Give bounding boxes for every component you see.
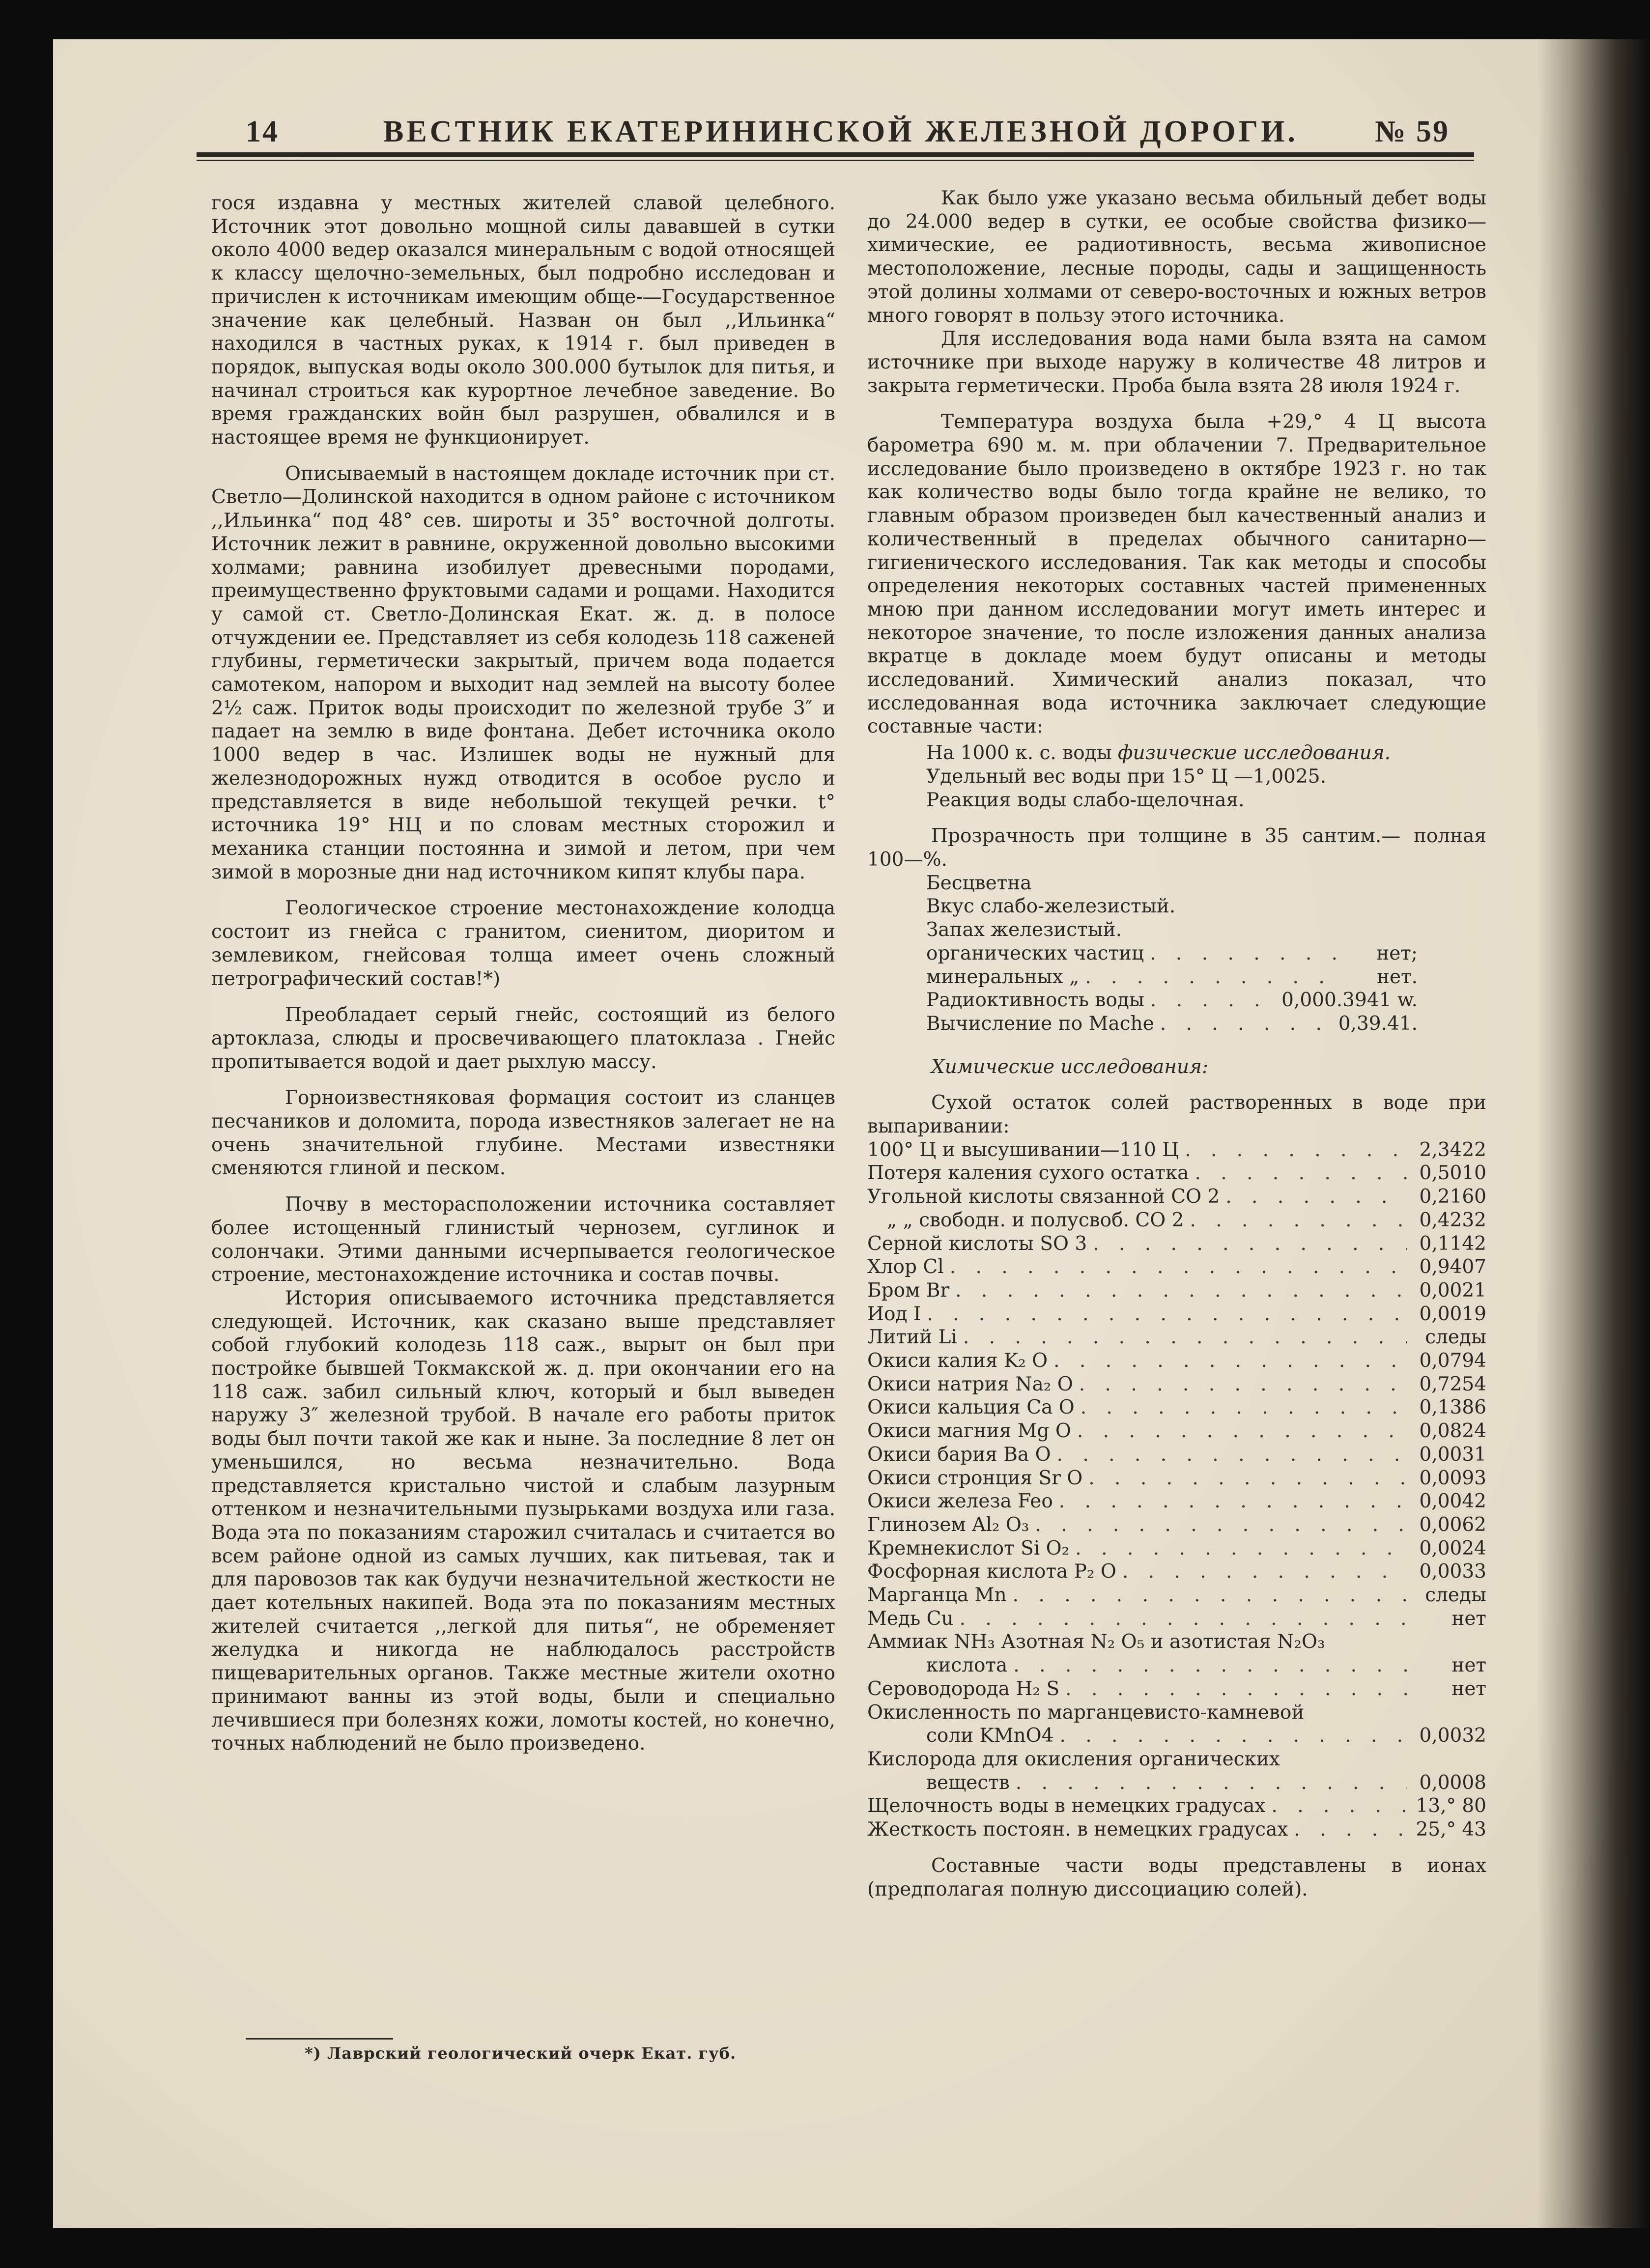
row-value: нет — [1451, 1607, 1486, 1630]
row-label: Марганца Mn — [867, 1584, 1007, 1607]
dry-residue-intro: Сухой остаток солей растворенных в воде при выпаривании: — [867, 1092, 1486, 1138]
table-row — [926, 989, 1418, 1012]
table-row — [867, 1396, 1486, 1419]
table-row — [867, 1560, 1486, 1584]
table-row — [867, 1818, 1486, 1842]
row-label-cont: кислота — [926, 1654, 1008, 1677]
row-value: 0,4232 — [1419, 1209, 1486, 1231]
row-label: минеральных „ — [926, 965, 1080, 988]
row-label: Кремнекислот Si O₂ — [867, 1537, 1070, 1559]
row-label: Окиси натрия Na₂ O — [867, 1373, 1073, 1395]
table-row — [867, 1490, 1486, 1513]
row-label: Потеря каления сухого остатка — [867, 1162, 1189, 1185]
physical-property: Бесцветна — [926, 872, 1032, 894]
row-value: нет; — [1376, 942, 1418, 964]
table-row — [867, 1794, 1486, 1818]
row-value: 0,0062 — [1419, 1513, 1486, 1536]
row-label-cont: соли KMnO4 — [926, 1725, 1054, 1747]
row-label: Окиси кальция Ca O — [867, 1396, 1075, 1419]
table-row — [867, 1209, 1486, 1232]
table-row — [867, 1326, 1486, 1349]
paragraph: Геологическое строение местонахождение колодца состоит из гнейса с гранитом, сиенитом, диоритом и землевиком, гнейсовая толща имеет очень сложный петрографический состав!*) — [211, 897, 835, 990]
row-label: Жесткость постоян. в немецких градусах — [867, 1818, 1288, 1841]
journal-title: ВЕСТНИК ЕКАТЕРИНИНСКОЙ ЖЕЛЕЗНОЙ ДОРОГИ. — [383, 115, 1298, 148]
paragraph: Температура воздуха была +29,° 4 Ц высота барометра 690 м. м. при облачении 7. Предварительное исследование было произведено в октябре 1923 г. но так как количество воды было тогда крайне не велико, то главным образом произведен был качественный анализ и количественный в пределах обычного санитарно—гигиенического исследования. Так как методы и способы определения некоторых составных частей примененных мною при данном исследовании могут иметь интерес и некоторое значение, то после изложения данных анализа вкратце в докладе моем будут описаны и методы исследований. Химический анализ показал, что исследованная вода источника заключает следующие составные части: — [867, 411, 1486, 738]
issue-number: № 59 — [1375, 115, 1450, 148]
physical-intro: На 1000 к. с. воды — [926, 742, 1112, 765]
row-value: следы — [1425, 1584, 1486, 1607]
row-label: Окиси стронция Sr O — [867, 1467, 1083, 1489]
row-value: 0,0008 — [1419, 1771, 1486, 1794]
footnote: *) Лаврский геологический очерк Екат. губ. — [305, 2044, 737, 2063]
book-spine-shadow — [1537, 39, 1650, 2228]
table-row — [867, 1677, 1486, 1701]
header-rule-thick — [197, 152, 1474, 157]
paragraph: Как было уже указано весьма обильный дебет воды до 24.000 ведер в сутки, ее особые свойства физико—химические, ее радиотивность, весьма живописное местоположение, лесные породы, сады и защищенность этой долины холмами от северо-восточных и южных ветров много говорят в пользу этого источника. — [867, 187, 1486, 327]
row-label: 100° Ц и высушивании—110 Ц — [867, 1138, 1179, 1161]
row-value: 0,0032 — [1419, 1725, 1486, 1747]
row-value: нет — [1451, 1677, 1486, 1700]
table-row — [867, 1701, 1486, 1748]
row-value: 0,0024 — [1419, 1537, 1486, 1559]
physical-line: Удельный вес воды при 15° Ц —1,0025. — [926, 765, 1327, 788]
table-row — [867, 1443, 1486, 1467]
table-row — [867, 1232, 1486, 1256]
paragraph: Горноизвестняковая формация состоит из сланцев песчаников и доломита, порода известняков залегает не на очень значительной глубине. Местами известняки сменяются глиной и песком. — [211, 1087, 835, 1180]
row-value: 0,0033 — [1419, 1560, 1486, 1583]
page-number: 14 — [246, 115, 279, 148]
row-label: Литий Li — [867, 1326, 957, 1349]
row-value: нет. — [1376, 965, 1418, 988]
row-label: Хлор Cl — [867, 1256, 944, 1278]
table-row — [867, 1607, 1486, 1631]
row-value: 0,000.3941 w. — [1281, 989, 1418, 1012]
physical-property: Вкус слабо-железистый. — [926, 895, 1176, 918]
paragraph: Для исследования вода нами была взята на самом источнике при выходе наружу в количестве 48 литров и закрыта герметически. Проба была взята 28 июля 1924 г. — [867, 328, 1486, 397]
row-value: следы — [1425, 1326, 1486, 1349]
row-label: Окиси магния Mg O — [867, 1420, 1071, 1443]
running-header — [187, 81, 1479, 155]
row-label: Окиси железа Feo — [867, 1490, 1053, 1513]
row-label: Окисленность по марганцевисто-камневой — [867, 1701, 1305, 1724]
row-value: 0,2160 — [1419, 1186, 1486, 1208]
table-row — [867, 1255, 1486, 1279]
footnote-rule — [246, 2038, 393, 2040]
row-label: Медь Cu — [867, 1607, 954, 1630]
row-label: „ „ свободн. и полусвоб. CO 2 — [887, 1209, 1184, 1231]
row-label: Окиси калия K₂ O — [867, 1350, 1048, 1372]
table-row — [867, 1467, 1486, 1490]
table-row — [867, 1630, 1486, 1677]
row-value: 0,1386 — [1419, 1396, 1486, 1419]
row-label: Глинозем Al₂ O₃ — [867, 1513, 1029, 1536]
transparency-line: Прозрачность при толщине в 35 сантим.— полная 100—%. — [867, 825, 1486, 871]
physical-intro-line — [926, 741, 1486, 765]
physical-property: Запах железистый. — [926, 919, 1122, 941]
row-value: 0,0019 — [1419, 1303, 1486, 1325]
row-label: Фосфорная кислота P₂ O — [867, 1560, 1116, 1583]
row-label: Аммиак NH₃ Азотная N₂ O₅ и азотистая N₂O₃ — [867, 1631, 1325, 1653]
table-row — [867, 1138, 1486, 1162]
row-label: Щелочность воды в немецких градусах — [867, 1795, 1266, 1817]
closing-paragraph: Составные части воды представлены в ионах (предполагая полную диссоциацию солей). — [867, 1854, 1486, 1900]
table-row — [867, 1279, 1486, 1303]
chemical-table — [867, 1138, 1486, 1842]
paragraph: История описываемого источника представляется следующей. Источник, как сказано выше представляет собой глубокий колодезь 118 саж., вырыт он был при постройке бывшей Токмакской ж. д. при окончании его на 118 саж. забил сильный ключ, который и был выведен наружу 3″ железной трубой. В начале его работы приток воды был почти такой же как и ныне. За последние 8 лет он уменьшился, но весьма незначительно. Вода представляется кристально чистой и слабым лазурным оттенком и незначительными пузырьками воздуха или газа. Вода эта по показаниям старожил считалась и считается во всем районе одной из самых лучших, как питьевая, так и для паровозов так как будучи незначительной жесткости не дает котельных накипей. Вода эта по показаниям местных жителей считается ,,легкой для питья“, не обременяет желудка и никогда не наблюдалось расстройств пищеварительных органов. Также местные жители охотно принимают ванны из этой воды, были и специально лечившиеся при болезнях кожи, ломоты костей, но конечно, точных наблюдений не было произведено. — [211, 1287, 835, 1755]
row-label: Вычисление по Mache — [926, 1012, 1154, 1035]
paragraph: Почву в месторасположении источника составляет более истощенный глинистый чернозем, суглинок и солончаки. Этими данными исчерпывается геологическое строение, местонахождение источника и состав почвы. — [211, 1193, 835, 1286]
row-value: 0,0021 — [1419, 1279, 1486, 1302]
table-row — [926, 965, 1418, 989]
row-label: Кислорода для окисления органических — [867, 1748, 1280, 1770]
paragraph: Преобладает серый гнейс, состоящий из белого артоклаза, слюды и просвечивающего платоклаза . Гнейс пропитывается водой и дает рыхлую массу. — [211, 1004, 835, 1073]
chemical-title: Химические исследования: — [931, 1055, 1209, 1078]
row-label: Серной кислоты SO 3 — [867, 1232, 1087, 1255]
header-rule-thin — [197, 160, 1474, 161]
row-value: 0,0042 — [1419, 1490, 1486, 1513]
row-value: 0,0794 — [1419, 1350, 1486, 1372]
row-value: 0,0093 — [1419, 1467, 1486, 1489]
table-row — [867, 1349, 1486, 1373]
row-value: 25,° 43 — [1416, 1818, 1486, 1841]
row-value: 0,0824 — [1419, 1420, 1486, 1443]
row-value: 0,39.41. — [1338, 1012, 1418, 1035]
physical-properties — [867, 872, 1486, 1036]
right-column — [867, 187, 1486, 1901]
row-value: 0,5010 — [1419, 1162, 1486, 1185]
row-label: Бром Br — [867, 1279, 950, 1302]
table-row — [867, 1373, 1486, 1396]
table-row — [867, 1748, 1486, 1794]
physical-line: Реакция воды слабо-щелочная. — [926, 789, 1245, 811]
row-value: 0,0031 — [1419, 1443, 1486, 1466]
left-column — [211, 192, 835, 1756]
row-value: 13,° 80 — [1416, 1795, 1486, 1817]
table-row — [926, 942, 1418, 965]
table-row — [867, 1584, 1486, 1607]
row-label: органических частиц — [926, 942, 1144, 964]
table-row — [867, 1162, 1486, 1185]
table-row — [867, 1303, 1486, 1326]
table-row — [867, 1419, 1486, 1443]
row-value: нет — [1451, 1654, 1486, 1677]
table-row — [867, 1185, 1486, 1209]
row-label-cont: веществ — [926, 1771, 1010, 1794]
table-row — [926, 1012, 1418, 1036]
table-row — [867, 1537, 1486, 1560]
physical-section — [867, 741, 1486, 812]
row-value: 0,9407 — [1419, 1256, 1486, 1278]
row-value: 0,7254 — [1419, 1373, 1486, 1395]
paragraph: Описываемый в настоящем докладе источник при ст. Светло—Долинской находится в одном районе с источником ,,Ильинка“ под 48° сев. широты и 35° восточной долготы. Источник лежит в равнине, окруженной довольно высокими холмами; равнина изобилует древесными породами, преимущественно фруктовыми садами и рощами. Находится у самой ст. Светло-Долинская Екат. ж. д. в полосе отчуждении ее. Представляет из себя колодезь 118 саженей глубины, герметически закрытый, причем вода подается самотеком, напором и выходит над землей на высоту более 2½ саж. Приток воды происходит по железной трубе 3″ и падает на землю в виде фонтана. Дебет источника около 1000 ведер в час. Излишек воды не нужный для железнодорожных нужд отводится в особое русло и представляется в виде небольшой текущей речки. t° источника 19° НЦ и по словам местных сторожил и механика станции постоянна и зимой и летом, при чем зимой в морозные дни над источником кипят клубы пара. — [211, 462, 835, 883]
row-value: 2,3422 — [1419, 1138, 1486, 1161]
row-value: 0,1142 — [1419, 1232, 1486, 1255]
row-label: Окиси бария Ba O — [867, 1443, 1051, 1466]
paragraph: гося издавна у местных жителей славой целебного. Источник этот довольно мощной силы дававшей в сутки около 4000 ведер оказался минеральным с водой относящей к классу щелочно-земельных, был подробно исследован и причислен к источникам имеющим обще-—Государственное значение как целебный. Назван он был ,,Ильинка“ находился в частных руках, к 1914 г. был приведен в порядок, выпуская воды около 300.000 бутылок для питья, и начинал строиться как курортное лечебное заведение. Во время гражданских войн был разрушен, обвалился и в настоящее время не функционирует. — [211, 192, 835, 449]
row-label: Угольной кислоты связанной CO 2 — [867, 1186, 1220, 1208]
table-row — [867, 1513, 1486, 1537]
row-label: Иод I — [867, 1303, 921, 1325]
physical-title: физические исследования. — [1118, 742, 1391, 765]
row-label: Радиоктивность воды — [926, 989, 1144, 1012]
row-label: Сероводорода H₂ S — [867, 1677, 1060, 1700]
